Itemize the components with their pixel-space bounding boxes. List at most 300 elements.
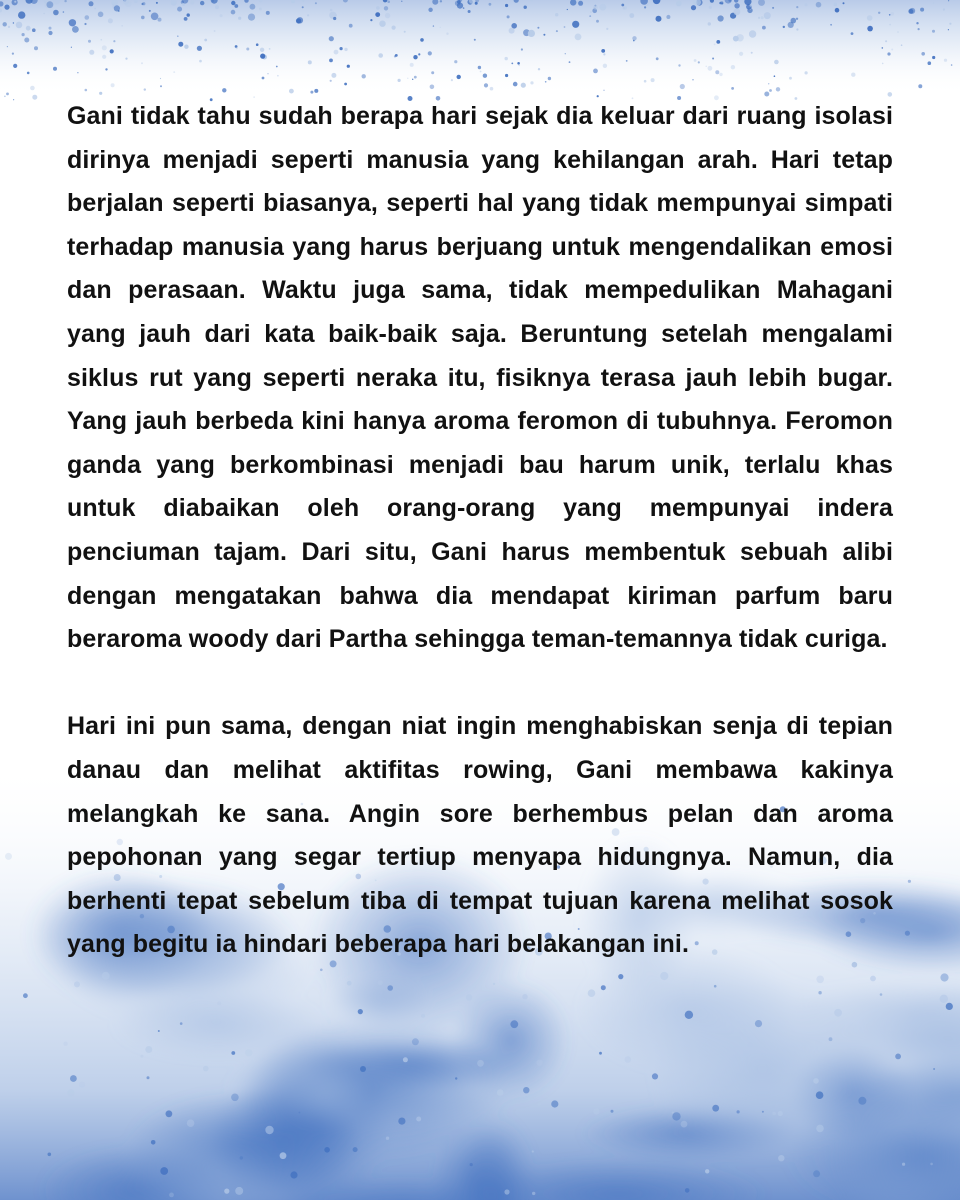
splatter-speck — [835, 8, 840, 13]
splatter-speck — [32, 95, 37, 100]
splatter-speck — [897, 31, 898, 32]
splatter-speck — [235, 1187, 243, 1195]
splatter-speck — [32, 28, 36, 32]
splatter-speck — [805, 71, 808, 74]
splatter-speck — [184, 45, 188, 49]
splatter-speck — [708, 22, 711, 25]
splatter-speck — [246, 48, 249, 51]
splatter-speck — [67, 1089, 74, 1096]
splatter-speck — [521, 83, 526, 88]
splatter-speck — [18, 11, 25, 18]
splatter-speck — [778, 1155, 784, 1161]
splatter-speck — [47, 1, 54, 8]
splatter-speck — [455, 1077, 457, 1079]
splatter-speck — [851, 32, 854, 35]
splatter-speck — [851, 73, 855, 77]
splatter-speck — [190, 1, 194, 5]
splatter-speck — [289, 89, 294, 94]
splatter-speck — [387, 985, 393, 991]
splatter-speck — [656, 16, 662, 22]
splatter-speck — [13, 99, 14, 100]
splatter-speck — [379, 21, 385, 27]
splatter-speck — [930, 1163, 933, 1166]
splatter-speck — [358, 1009, 363, 1014]
splatter-speck — [676, 1, 682, 7]
splatter-speck — [178, 42, 183, 47]
splatter-speck — [774, 75, 776, 77]
splatter-speck — [536, 1060, 542, 1066]
splatter-speck — [410, 63, 414, 67]
splatter-speck — [948, 29, 949, 30]
splatter-speck — [885, 40, 887, 42]
splatter-speck — [805, 3, 808, 6]
splatter-speck — [200, 1, 204, 5]
splatter-speck — [63, 11, 65, 13]
splatter-speck — [739, 52, 743, 56]
splatter-speck — [769, 89, 772, 92]
splatter-speck — [231, 1094, 239, 1102]
splatter-speck — [909, 8, 915, 14]
splatter-speck — [905, 931, 910, 936]
splatter-speck — [633, 40, 635, 42]
splatter-speck — [265, 1126, 273, 1134]
splatter-speck — [748, 1042, 753, 1047]
splatter-speck — [384, 6, 388, 10]
splatter-speck — [901, 44, 903, 46]
splatter-speck — [719, 2, 721, 4]
splatter-speck — [758, 17, 760, 19]
splatter-speck — [949, 23, 951, 25]
story-paragraph-2: Hari ini pun sama, dengan niat ingin menghabiskan senja di tepian danau dan melihat aktifitas rowing, Gani membawa kakinya melangkah ke sana. Angin sore berhembus pelan dan aroma pepohonan yang segar tertiup menyapa hidungnya. Namun, dia berhenti tepat sebelum tiba di tempat tujuan karena melihat sosok yang begitu ia hindari beberapa hari belakangan ini. — [67, 712, 893, 959]
splatter-speck — [280, 1152, 287, 1159]
splatter-speck — [593, 1108, 599, 1114]
splatter-speck — [85, 89, 88, 92]
splatter-speck — [463, 7, 465, 9]
splatter-speck — [418, 53, 420, 55]
splatter-speck — [532, 1150, 534, 1152]
splatter-speck — [621, 4, 624, 7]
splatter-speck — [470, 1163, 473, 1166]
splatter-speck — [102, 45, 107, 50]
splatter-speck — [158, 18, 162, 22]
splatter-speck — [709, 6, 712, 9]
splatter-speck — [72, 26, 79, 33]
splatter-speck — [572, 21, 579, 28]
splatter-speck — [204, 39, 207, 42]
splatter-speck — [220, 14, 223, 17]
splatter-speck — [386, 1137, 389, 1140]
splatter-speck — [34, 46, 38, 50]
splatter-speck — [290, 1171, 297, 1178]
splatter-speck — [187, 1119, 195, 1127]
splatter-speck — [681, 1121, 688, 1128]
splatter-speck — [125, 58, 127, 60]
splatter-speck — [122, 25, 123, 26]
splatter-speck — [222, 88, 226, 92]
splatter-speck — [234, 4, 238, 8]
splatter-speck — [644, 6, 646, 8]
splatter-speck — [569, 61, 571, 63]
splatter-speck — [887, 52, 890, 55]
splatter-speck — [276, 66, 278, 68]
splatter-speck — [8, 26, 10, 28]
splatter-speck — [404, 31, 406, 33]
splatter-speck — [652, 1073, 658, 1079]
splatter-speck — [13, 22, 14, 23]
splatter-speck — [796, 6, 798, 8]
splatter-speck — [513, 82, 518, 87]
splatter-speck — [105, 68, 107, 70]
splatter-speck — [698, 61, 700, 63]
splatter-speck — [714, 985, 717, 988]
splatter-speck — [749, 30, 756, 37]
splatter-speck — [951, 64, 953, 66]
splatter-speck — [706, 66, 707, 67]
splatter-speck — [750, 4, 753, 7]
splatter-speck — [29, 1098, 31, 1100]
splatter-speck — [891, 49, 893, 51]
splatter-speck — [712, 58, 714, 60]
splatter-speck — [151, 1140, 156, 1145]
splatter-speck — [878, 12, 880, 14]
splatter-speck — [493, 983, 495, 985]
splatter-speck — [603, 90, 604, 91]
splatter-speck — [89, 50, 94, 55]
splatter-speck — [421, 1014, 425, 1018]
splatter-speck — [250, 4, 256, 10]
splatter-speck — [601, 49, 605, 53]
splatter-speck — [296, 18, 301, 23]
splatter-speck — [140, 1055, 143, 1058]
splatter-speck — [259, 7, 262, 10]
splatter-speck — [262, 77, 265, 80]
splatter-speck — [392, 26, 396, 30]
splatter-speck — [928, 61, 932, 65]
splatter-speck — [721, 2, 723, 4]
splatter-speck — [466, 994, 472, 1000]
splatter-speck — [64, 0, 66, 2]
splatter-speck — [428, 8, 432, 12]
splatter-speck — [813, 1078, 819, 1084]
splatter-speck — [320, 969, 323, 972]
splatter-speck — [685, 1011, 693, 1019]
splatter-speck — [783, 26, 785, 28]
splatter-speck — [599, 1052, 602, 1055]
splatter-speck — [151, 12, 159, 20]
splatter-speck — [705, 1169, 709, 1173]
splatter-speck — [215, 5, 219, 9]
splatter-speck — [691, 5, 696, 10]
splatter-speck — [349, 24, 353, 28]
splatter-speck — [353, 1147, 358, 1152]
splatter-speck — [719, 73, 722, 76]
splatter-speck — [796, 28, 798, 30]
splatter-speck — [48, 1153, 52, 1157]
splatter-speck — [70, 1075, 77, 1082]
splatter-speck — [13, 64, 17, 68]
splatter-speck — [933, 1068, 935, 1070]
splatter-speck — [166, 1110, 173, 1117]
splatter-speck — [603, 64, 607, 68]
splatter-speck — [27, 72, 30, 75]
splatter-speck — [685, 1188, 690, 1193]
splatter-speck — [88, 40, 91, 43]
splatter-speck — [509, 28, 515, 34]
splatter-speck — [666, 15, 670, 19]
splatter-speck — [43, 13, 45, 15]
splatter-speck — [378, 53, 383, 58]
splatter-speck — [921, 52, 925, 56]
splatter-speck — [184, 17, 188, 21]
splatter-speck — [632, 36, 636, 40]
splatter-speck — [483, 74, 487, 78]
splatter-speck — [398, 1118, 405, 1125]
splatter-speck — [203, 1066, 209, 1072]
splatter-speck — [768, 83, 769, 84]
splatter-speck — [818, 991, 821, 994]
splatter-speck — [507, 15, 510, 18]
splatter-speck — [145, 1046, 152, 1053]
splatter-speck — [497, 1089, 504, 1096]
splatter-speck — [834, 1009, 842, 1017]
splatter-speck — [231, 1051, 235, 1055]
splatter-speck — [575, 34, 582, 41]
splatter-speck — [537, 27, 539, 29]
splatter-speck — [672, 1112, 680, 1120]
splatter-speck — [480, 71, 482, 73]
splatter-speck — [889, 24, 891, 26]
splatter-speck — [94, 8, 96, 10]
splatter-speck — [147, 1076, 150, 1079]
splatter-speck — [545, 81, 547, 83]
splatter-speck — [395, 54, 398, 57]
splatter-speck — [214, 30, 216, 32]
splatter-speck — [813, 1170, 820, 1177]
splatter-speck — [603, 53, 605, 55]
splatter-speck — [518, 65, 520, 67]
splatter-speck — [199, 60, 202, 63]
splatter-speck — [908, 880, 911, 883]
watercolor-blob — [279, 1062, 369, 1129]
splatter-speck — [943, 8, 945, 10]
splatter-speck — [505, 74, 508, 77]
splatter-speck — [660, 972, 668, 980]
splatter-speck — [718, 15, 724, 21]
splatter-speck — [867, 15, 873, 21]
splatter-speck — [307, 14, 309, 16]
splatter-speck — [530, 81, 533, 84]
splatter-speck — [260, 48, 264, 52]
splatter-speck — [5, 853, 12, 860]
splatter-speck — [89, 1, 94, 6]
splatter-speck — [347, 981, 352, 986]
splatter-speck — [590, 11, 592, 13]
splatter-speck — [315, 2, 317, 4]
splatter-speck — [867, 26, 873, 32]
splatter-speck — [256, 43, 259, 46]
splatter-speck — [716, 40, 720, 44]
splatter-speck — [53, 10, 59, 16]
splatter-speck — [23, 993, 28, 998]
splatter-speck — [16, 22, 23, 29]
splatter-speck — [149, 10, 151, 12]
splatter-speck — [731, 65, 735, 69]
splatter-speck — [375, 12, 380, 17]
splatter-speck — [601, 985, 606, 990]
splatter-speck — [940, 973, 948, 981]
splatter-speck — [511, 63, 513, 65]
splatter-speck — [870, 976, 876, 982]
splatter-speck — [948, 0, 949, 1]
splatter-speck — [890, 12, 894, 16]
splatter-speck — [451, 79, 453, 81]
splatter-speck — [308, 60, 312, 64]
splatter-speck — [360, 1066, 366, 1072]
splatter-speck — [324, 1147, 330, 1153]
splatter-speck — [398, 79, 401, 82]
splatter-speck — [102, 55, 106, 59]
splatter-speck — [430, 85, 435, 90]
splatter-speck — [334, 50, 339, 55]
splatter-speck — [71, 47, 72, 48]
splatter-speck — [526, 4, 528, 6]
splatter-speck — [733, 36, 739, 42]
splatter-speck — [113, 40, 115, 42]
splatter-speck — [378, 980, 383, 985]
splatter-speck — [564, 26, 566, 28]
splatter-speck — [625, 1056, 632, 1063]
splatter-speck — [63, 1042, 67, 1046]
splatter-speck — [796, 18, 798, 20]
splatter-speck — [403, 1057, 408, 1062]
splatter-speck — [114, 5, 120, 11]
splatter-speck — [774, 60, 779, 65]
splatter-speck — [141, 62, 143, 64]
splatter-speck — [160, 78, 161, 79]
splatter-speck — [538, 1102, 542, 1106]
splatter-speck — [880, 993, 883, 996]
splatter-speck — [751, 52, 753, 54]
splatter-speck — [141, 16, 145, 20]
splatter-speck — [413, 55, 417, 59]
splatter-speck — [98, 12, 104, 18]
splatter-speck — [387, 0, 390, 3]
splatter-speck — [521, 48, 523, 50]
splatter-speck — [668, 14, 669, 15]
splatter-speck — [551, 1100, 558, 1107]
splatter-speck — [385, 13, 390, 18]
splatter-speck — [567, 9, 568, 10]
splatter-speck — [238, 17, 241, 20]
splatter-speck — [79, 1082, 85, 1088]
splatter-speck — [49, 27, 52, 30]
splatter-speck — [618, 974, 623, 979]
splatter-speck — [48, 31, 52, 35]
splatter-speck — [4, 96, 6, 98]
splatter-speck — [672, 1112, 674, 1114]
splatter-speck — [523, 1087, 529, 1093]
splatter-speck — [414, 76, 417, 79]
splatter-speck — [712, 1105, 719, 1112]
splatter-speck — [362, 74, 366, 78]
splatter-speck — [248, 14, 255, 21]
splatter-speck — [734, 8, 741, 15]
top-splash-band — [0, 0, 960, 95]
splatter-speck — [454, 60, 457, 63]
splatter-speck — [77, 72, 78, 73]
splatter-speck — [596, 20, 599, 23]
splatter-speck — [344, 83, 347, 86]
splatter-speck — [108, 18, 113, 23]
splatter-speck — [528, 30, 535, 37]
splatter-speck — [26, 26, 31, 31]
splatter-speck — [277, 75, 279, 77]
splatter-speck — [30, 86, 35, 91]
splatter-speck — [310, 91, 313, 94]
splatter-speck — [565, 53, 566, 54]
splatter-speck — [484, 83, 488, 87]
splatter-speck — [85, 15, 90, 20]
splatter-speck — [158, 1030, 160, 1032]
splatter-speck — [510, 1020, 518, 1028]
splatter-speck — [589, 15, 591, 17]
splatter-speck — [816, 2, 822, 8]
splatter-speck — [24, 38, 29, 43]
splatter-speck — [22, 33, 25, 36]
splatter-speck — [918, 28, 920, 30]
splatter-speck — [401, 1, 402, 2]
splatter-speck — [457, 3, 463, 9]
splatter-speck — [236, 47, 238, 49]
splatter-speck — [692, 79, 693, 80]
splatter-speck — [468, 10, 471, 13]
splatter-speck — [475, 2, 478, 5]
splatter-speck — [217, 1001, 221, 1005]
splatter-speck — [490, 87, 494, 91]
splatter-speck — [69, 19, 76, 26]
splatter-speck — [623, 6, 627, 10]
splatter-speck — [177, 7, 182, 12]
splatter-speck — [762, 26, 766, 30]
splatter-speck — [187, 13, 190, 16]
splatter-speck — [656, 57, 659, 60]
splatter-speck — [538, 68, 540, 70]
splatter-speck — [882, 47, 884, 49]
splatter-speck — [715, 70, 719, 74]
splatter-speck — [606, 28, 608, 30]
splatter-speck — [6, 93, 9, 96]
splatter-speck — [626, 60, 628, 62]
splatter-speck — [762, 1111, 764, 1113]
splatter-speck — [734, 3, 739, 8]
splatter-speck — [111, 83, 115, 87]
splatter-speck — [858, 1097, 866, 1105]
splatter-speck — [714, 44, 716, 46]
splatter-speck — [407, 78, 408, 79]
splatter-speck — [772, 7, 774, 9]
splatter-speck — [946, 1003, 953, 1010]
splatter-speck — [4, 5, 9, 10]
splatter-speck — [12, 53, 14, 55]
splatter-speck — [902, 1163, 905, 1166]
splatter-speck — [314, 89, 318, 93]
splatter-speck — [629, 13, 634, 18]
splatter-speck — [299, 1112, 301, 1114]
splatter-speck — [555, 13, 558, 16]
splatter-speck — [74, 981, 80, 987]
splatter-speck — [329, 59, 333, 63]
splatter-speck — [933, 2, 935, 4]
